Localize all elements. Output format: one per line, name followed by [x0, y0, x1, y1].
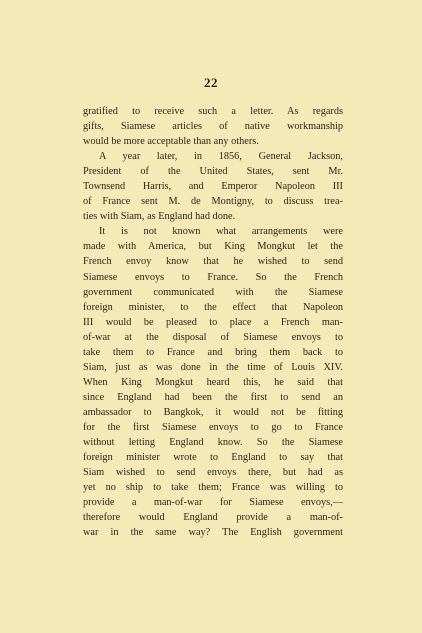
text-line: It is not known what arrangements were	[99, 226, 343, 238]
text-line: war in the same way? The English government	[83, 527, 343, 539]
text-line: since England had been the first to send an	[83, 391, 343, 403]
text-line: ties with Siam, as England had done.	[83, 211, 236, 223]
text-line: of-war at the disposal of Siamese envoys to	[83, 331, 343, 343]
text-line: yet no ship to take them; France was willing to	[83, 482, 343, 494]
text-line: made with America, but King Mongkut let the	[83, 241, 343, 253]
text-line: without letting England know. So the Siamese	[83, 437, 343, 449]
page-number: 22	[204, 75, 218, 90]
text-line: foreign minister, to the effect that Napoleon	[83, 301, 343, 313]
text-line: Townsend Harris, and Emperor Napoleon III	[83, 181, 343, 193]
text-line: therefore would England provide a man-of-	[83, 512, 343, 524]
text-line: gratified to receive such a letter. As regards	[83, 106, 343, 117]
text-line: ambassador to Bangkok, it would not be fitting	[83, 406, 343, 418]
text-line: gifts, Siamese articles of native workmanship	[83, 121, 343, 133]
text-line: would be more acceptable than any others.	[83, 136, 259, 148]
text-line: Siamese envoys to France. So the French	[83, 271, 343, 283]
text-line: Siam wished to send envoys there, but had as	[83, 467, 343, 479]
text-line: French envoy know that he wished to send	[83, 256, 343, 268]
text-line: President of the United States, sent Mr.	[83, 166, 343, 178]
text-line: provide a man-of-war for Siamese envoys,—	[83, 497, 343, 509]
text-line: When King Mongkut heard this, he said that	[83, 376, 343, 388]
text-line: for the first Siamese envoys to go to France	[83, 421, 343, 433]
text-line: of France sent M. de Montigny, to discuss trea-	[83, 196, 343, 208]
text-line: foreign minister wrote to England to say that	[83, 452, 343, 464]
text-line: A year later, in 1856, General Jackson,	[99, 151, 343, 163]
text-line: Siam, just as was done in the time of Louis XIV.	[83, 361, 343, 373]
text-line: take them to France and bring them back to	[83, 346, 343, 358]
text-line: III would be pleased to place a French man-	[83, 316, 343, 328]
body-text	[83, 104, 343, 540]
text-line: government communicated with the Siamese	[83, 286, 343, 298]
